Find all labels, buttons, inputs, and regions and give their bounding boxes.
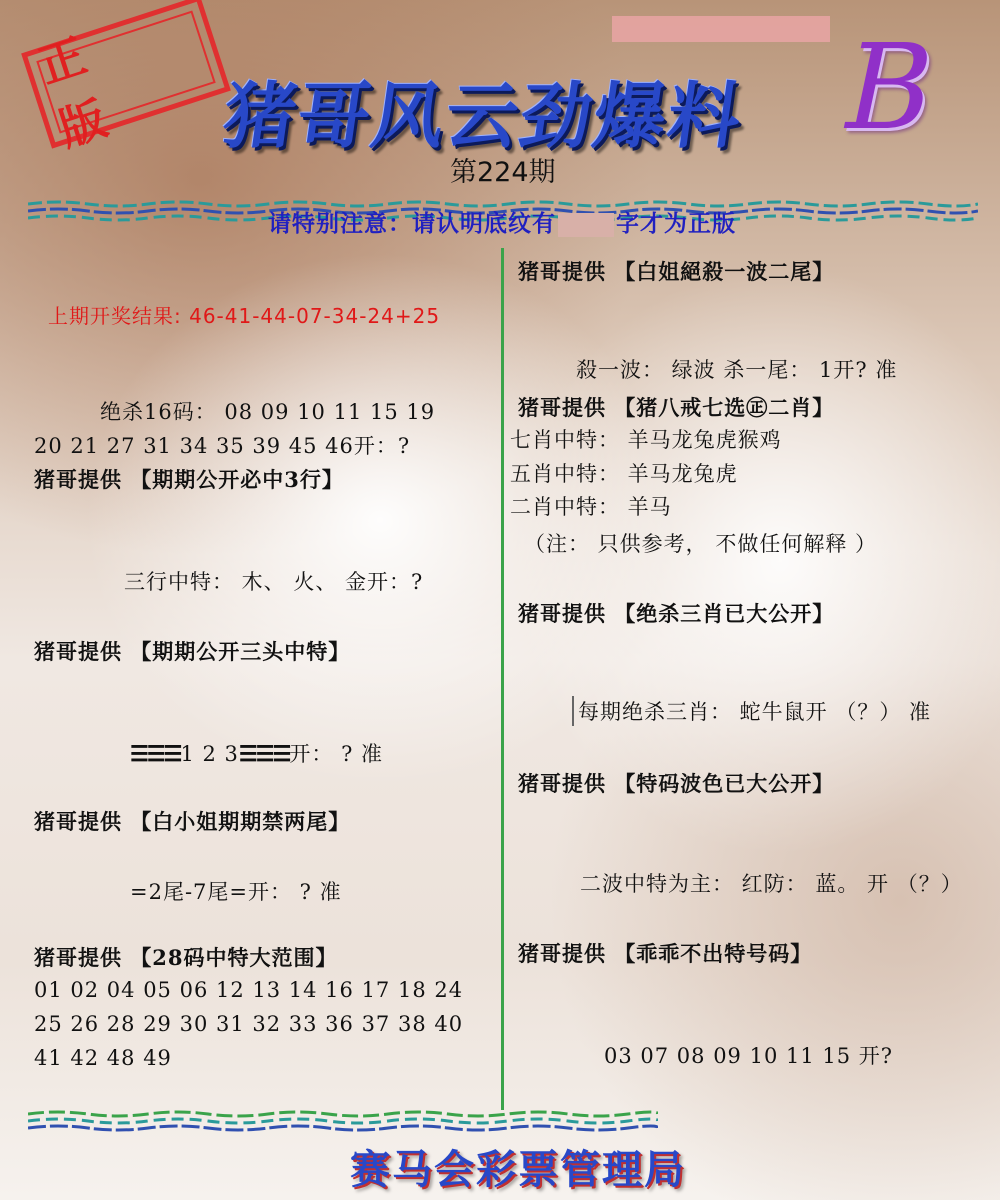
notice-left: 请特别注意：请认明底纹有 — [268, 211, 556, 237]
right-title-one-wave: 猪哥提供 【白姐絕殺一波二尾】 — [518, 259, 835, 284]
zodiac-seven: 七肖中特： 羊马龙兔虎猴鸡 — [510, 428, 782, 452]
kill-16-line2: 20 21 27 31 34 35 39 45 46开：? — [34, 434, 411, 458]
right-title-no-special: 猪哥提供 【乖乖不出特号码】 — [518, 941, 813, 966]
column-divider — [501, 248, 504, 1110]
section-title-two-tails: 猪哥提供 【白小姐期期禁两尾】 — [34, 809, 351, 834]
right-title-zodiac: 猪哥提供 【猪八戒七选㊣二肖】 — [518, 395, 835, 420]
notice-right: 字才为正版 — [616, 211, 736, 237]
zodiac-note: （注： 只供参考， 不做任何解释 ） — [524, 532, 878, 556]
kill-16-line1: 绝杀16码： 08 09 10 11 15 19 — [100, 400, 436, 424]
watermark-placeholder — [558, 213, 614, 237]
zodiac-five: 五肖中特： 羊马龙兔虎 — [510, 462, 738, 486]
section-title-three-elements: 猪哥提供 【期期公开必中3行】 — [34, 467, 344, 492]
pink-bar — [612, 16, 830, 42]
three-heads-body — [130, 738, 383, 768]
one-wave-body: 殺一波： 绿波 杀一尾： 1开? 准 — [576, 358, 898, 382]
right-title-kill-three: 猪哥提供 【绝杀三肖已大公开】 — [518, 601, 835, 626]
no-special-body: 03 07 08 09 10 11 15 开? — [604, 1044, 894, 1068]
bars-right: ☰☰☰ — [238, 741, 290, 766]
page-title: 猪哥风云劲爆料 — [218, 74, 749, 158]
logo-letter: B — [831, 18, 948, 156]
stamp-text: 正 版 — [36, 11, 215, 134]
last-draw-result: 上期开奖结果: 46-41-44-07-34-24+25 — [48, 304, 441, 328]
section-title-28-codes: 猪哥提供 【28码中特大范围】 — [34, 945, 338, 970]
codes-row-3: 41 42 48 49 — [34, 1046, 172, 1070]
kill-three-body: 每期绝杀三肖： 蛇牛鼠开 （？） 准 — [572, 696, 931, 726]
right-title-wave-color: 猪哥提供 【特码波色已大公开】 — [518, 771, 835, 796]
two-tails-body: =2尾-7尾=开： ? 准 — [130, 880, 342, 904]
codes-row-2: 25 26 28 29 30 31 32 33 36 37 38 40 — [34, 1012, 464, 1036]
issue-number: 第224期 — [450, 157, 556, 188]
codes-row-1: 01 02 04 05 06 12 13 14 16 17 18 24 — [34, 978, 464, 1002]
section-title-three-heads: 猪哥提供 【期期公开三头中特】 — [34, 639, 351, 664]
three-elements-body: 三行中特： 木、 火、 金开：? — [124, 570, 424, 594]
authentic-stamp — [21, 0, 231, 157]
wave-divider-bottom — [28, 1108, 658, 1134]
zodiac-two: 二肖中特： 羊马 — [510, 495, 672, 519]
wave-color-body: 二波中特为主： 红防： 蓝。 开 （？） — [580, 872, 963, 896]
three-heads-tail: 开： ? 准 — [289, 742, 384, 766]
footer-org-name: 赛马会彩票管理局 — [350, 1147, 686, 1193]
authenticity-notice — [268, 205, 736, 238]
three-heads-numbers: 1 2 3 — [180, 742, 239, 766]
bars-left: ☰☰☰ — [130, 741, 181, 766]
